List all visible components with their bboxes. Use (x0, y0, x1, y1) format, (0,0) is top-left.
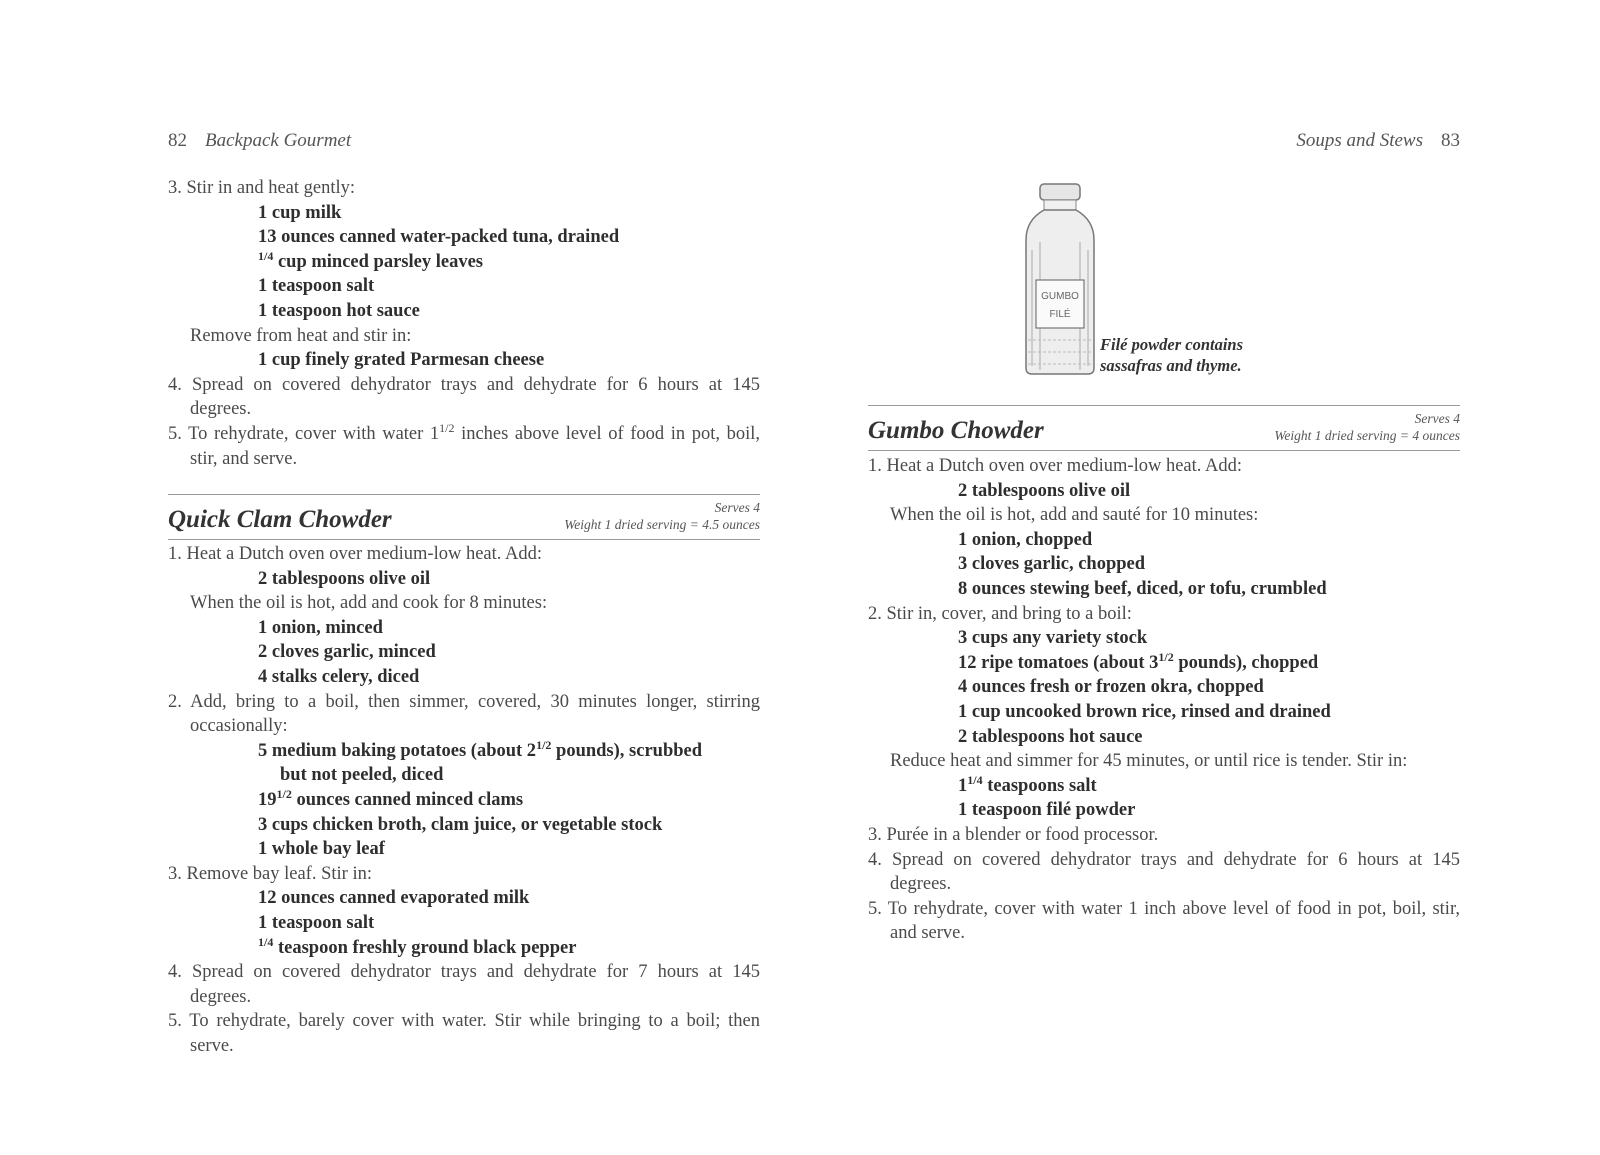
fraction: 1/2 (276, 786, 292, 801)
recipe-header (168, 494, 760, 540)
ingredient: $19^{1/2}$ ounces canned minced clams (258, 786, 524, 810)
ingredient: $^{1/4}$ teaspoon freshly ground black pepper (258, 934, 577, 958)
ingredient: 3 cups chicken broth, clam juice, or vegetable stock (258, 814, 663, 835)
tuna-recipe-continued (168, 176, 760, 471)
fraction: 1/4 (258, 248, 274, 263)
jar-label-line-2: FILÉ (1049, 309, 1071, 320)
jar-label-line-1: GUMBO (1041, 291, 1079, 302)
quick-clam-chowder-steps (168, 542, 760, 1058)
step-1: 1. Heat a Dutch oven over medium-low heat. Add: (868, 456, 1243, 476)
weight: Weight 1 dried serving = 4 ounces (1274, 428, 1460, 443)
ingredient: 1 onion, chopped (958, 529, 1093, 550)
ingredient: 1 teaspoon salt (258, 912, 375, 933)
recipe-title: Quick Clam Chowder (168, 506, 392, 533)
ingredient: 1 cup uncooked brown rice, rinsed and drained (958, 701, 1331, 722)
step-4: 4. Spread on covered dehydrator trays and dehydrate for 7 hours at 145 degrees. (168, 962, 760, 1007)
ingredient: $1^{1/4}$ teaspoons salt (958, 772, 1097, 796)
fraction: 1/2 (439, 420, 455, 435)
right-running-head (1296, 130, 1460, 152)
ingredient: 2 tablespoons olive oil (958, 480, 1131, 501)
instruction-note: Remove from heat and stir in: (190, 325, 412, 346)
ingredient: 8 ounces stewing beef, diced, or tofu, crumbled (958, 578, 1327, 599)
ingredient: 1 teaspoon salt (258, 276, 375, 297)
ingredient: 12 ounces canned evaporated milk (258, 888, 530, 909)
step-4: 4. Spread on covered dehydrator trays and dehydrate for 6 hours at 145 degrees. (168, 374, 760, 420)
fraction: 1/2 (536, 737, 552, 752)
instruction-note: When the oil is hot, add and cook for 8 minutes: (190, 593, 548, 614)
fraction: 1/4 (967, 772, 983, 787)
fraction: 1/4 (258, 934, 274, 949)
instruction-note: Reduce heat and simmer for 45 minutes, or until rice is tender. Stir in: (890, 751, 1408, 772)
step-4: 4. Spread on covered dehydrator trays and dehydrate for 6 hours at 145 degrees. (868, 849, 1460, 895)
left-running-head (168, 130, 351, 152)
illustration-caption: Filé powder contains sassafras and thyme. (1100, 335, 1244, 375)
right-page-number: 83 (1441, 130, 1460, 151)
step-3: 3. Purée in a blender or food processor. (868, 824, 1159, 845)
ingredient: 4 stalks celery, diced (258, 666, 420, 687)
ingredient: $^{1/4}$ cup minced parsley leaves (258, 248, 483, 272)
ingredient-continued: but not peeled, diced (280, 765, 444, 786)
left-page (168, 0, 760, 1155)
instruction-note: When the oil is hot, add and sauté for 10 minutes: (890, 505, 1259, 526)
serves: Serves 4 (1414, 411, 1460, 426)
ingredient: 5 medium baking potatoes (about $2^{1/2}$ pounds), scrubbed (258, 737, 703, 761)
ingredient: 1 teaspoon hot sauce (258, 300, 420, 321)
weight: Weight 1 dried serving = 4.5 ounces (564, 517, 760, 532)
step-2: 2. Add, bring to a boil, then simmer, covered, 30 minutes longer, stirring occasionally: (168, 691, 760, 737)
ingredient: 3 cups any variety stock (958, 628, 1148, 649)
step-5: 5. To rehydrate, cover with water $1^{1/2}$ inches above level of food in pot, boil, stir, and serve. (168, 420, 760, 469)
ingredient: 1 cup finely grated Parmesan cheese (258, 350, 545, 371)
ingredient: 1 teaspoon filé powder (958, 800, 1136, 821)
ingredient: 1 onion, minced (258, 617, 383, 638)
ingredient: 3 cloves garlic, chopped (958, 554, 1146, 575)
ingredient: 12 ripe tomatoes (about $3^{1/2}$ pounds), chopped (958, 649, 1319, 673)
right-page (868, 0, 1460, 1155)
left-running-title: Backpack Gourmet (205, 130, 352, 151)
gumbo-file-jar-illustration (1016, 180, 1106, 380)
left-page-number: 82 (168, 130, 187, 151)
gumbo-chowder-steps (868, 454, 1460, 946)
jar-neck (1044, 200, 1076, 210)
ingredient: 2 tablespoons hot sauce (958, 726, 1143, 747)
step-2: 2. Stir in, cover, and bring to a boil: (868, 603, 1132, 624)
right-running-title: Soups and Stews (1296, 130, 1423, 151)
serves: Serves 4 (714, 500, 760, 515)
fraction: 1/2 (1158, 649, 1174, 664)
jar-lid (1040, 184, 1080, 200)
recipe-meta (564, 499, 760, 533)
ingredient: 4 ounces fresh or frozen okra, chopped (958, 677, 1264, 698)
ingredient: 13 ounces canned water-packed tuna, drained (258, 227, 620, 248)
ingredient: 2 cloves garlic, minced (258, 642, 436, 663)
jar-label (1036, 280, 1084, 328)
ingredient: 2 tablespoons olive oil (258, 568, 431, 589)
step-3: 3. Stir in and heat gently: (168, 178, 356, 198)
ingredient: 1 cup milk (258, 202, 342, 223)
step-1: 1. Heat a Dutch oven over medium-low heat. Add: (168, 544, 543, 564)
step-5: 5. To rehydrate, cover with water 1 inch above level of food in pot, boil, stir, and serve. (868, 898, 1460, 944)
step-5: 5. To rehydrate, barely cover with water. Stir while bringing to a boil; then serve. (168, 1011, 760, 1056)
step-3: 3. Remove bay leaf. Stir in: (168, 863, 372, 884)
recipe-title: Gumbo Chowder (868, 417, 1044, 444)
ingredient: 1 whole bay leaf (258, 839, 385, 860)
recipe-header (868, 405, 1460, 451)
recipe-meta (1274, 410, 1460, 444)
